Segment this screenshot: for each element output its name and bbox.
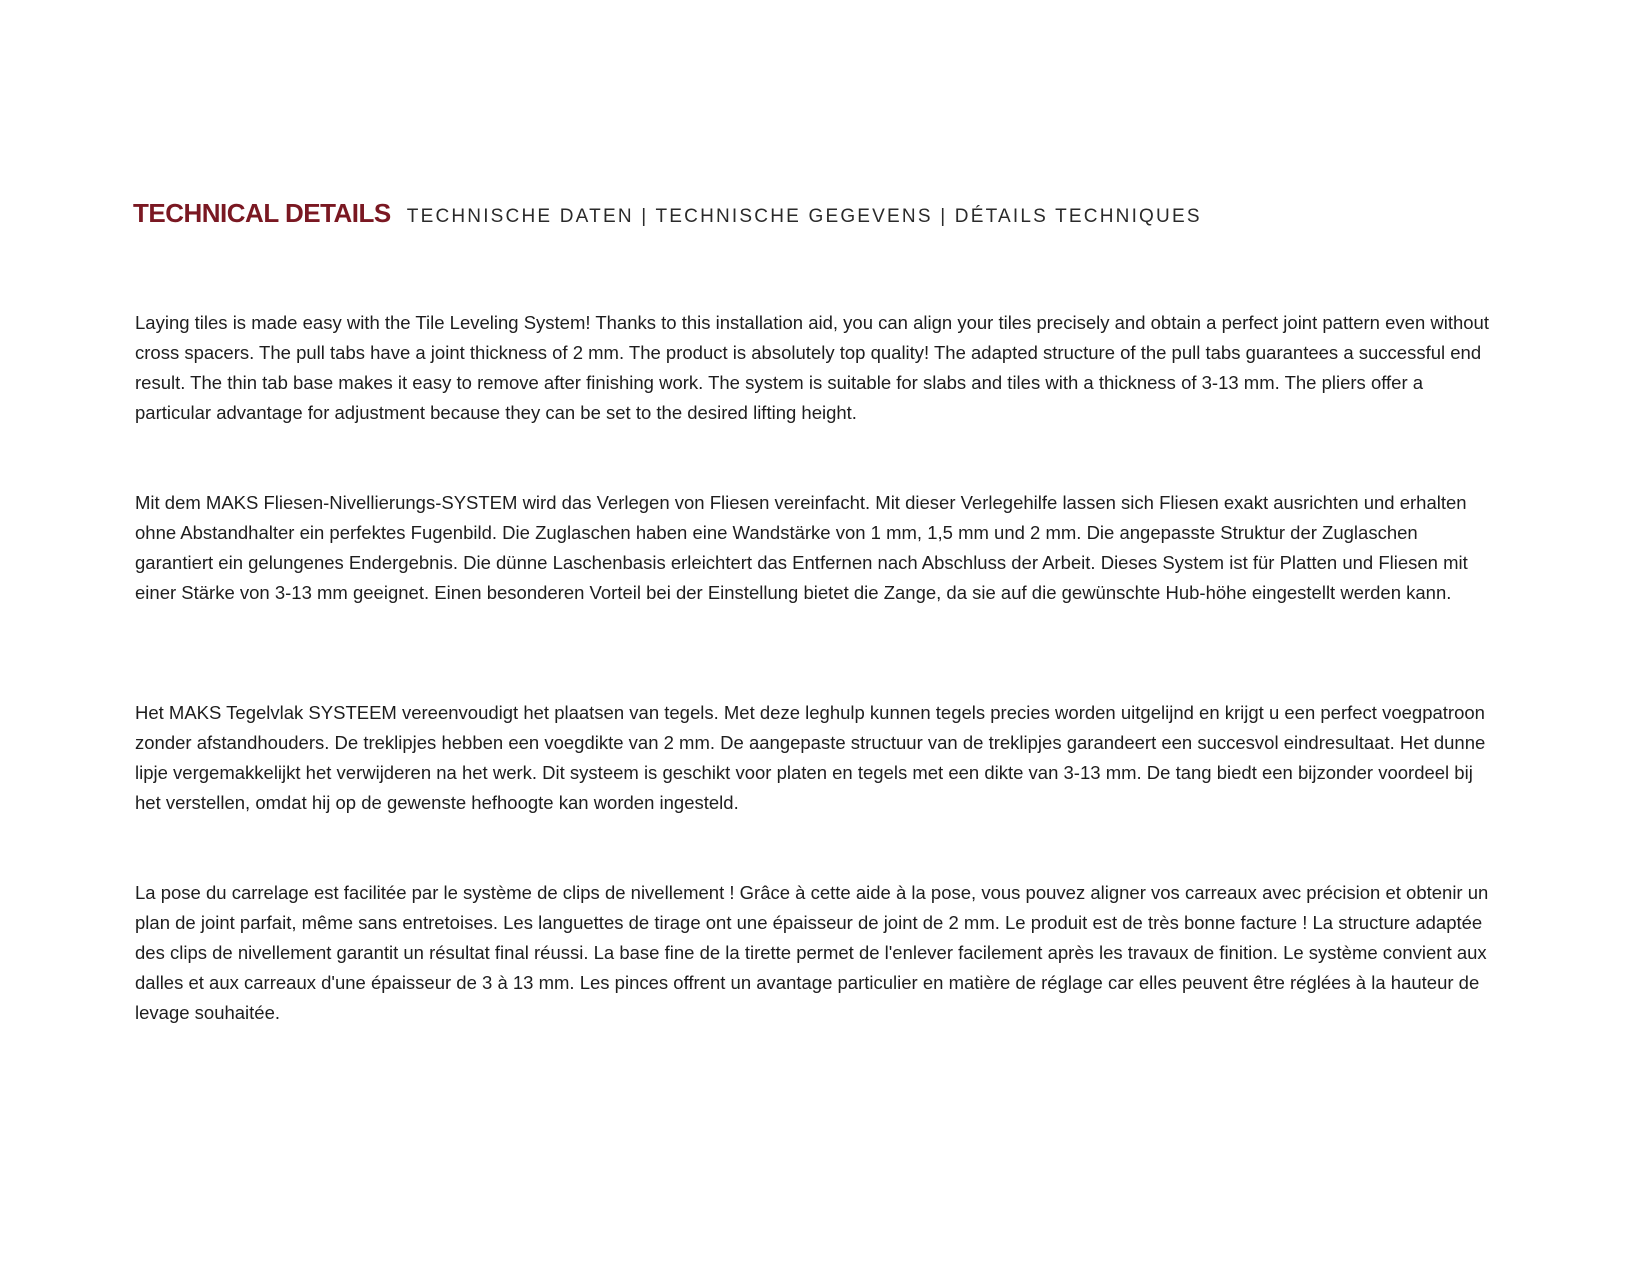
paragraph-english: Laying tiles is made easy with the Tile Leveling System! Thanks to this installation aid, you can align your tiles precisely and obtain a perfect joint pattern even without cross spacers. The pull tabs have a joint thickness of 2 mm. The product is absolutely top quality! The adapted structure of the pull tabs guarantees a successful end result. The thin tab base makes it easy to remove after finishing work. The system is suitable for slabs and tiles with a thickness of 3-13 mm. The pliers offer a particular advantage for adjustment because they can be set to the desired lifting height.	[135, 312, 1489, 423]
section-subtitle-translations: TECHNISCHE DATEN | TECHNISCHE GEGEVENS | DÉTAILS TECHNIQUES	[406, 206, 1202, 227]
paragraph-dutch: Het MAKS Tegelvlak SYSTEEM vereenvoudigt het plaatsen van tegels. Met deze leghulp kunnen tegels precies worden uitgelijnd en krijgt u een perfect voegpatroon zonder afstandhouders. De treklipjes hebben een voegdikte van 2 mm. De aangepaste structuur van de treklipjes garandeert een succesvol eindresultaat. Het dunne lipje vergemakkelijkt het verwijderen na het werk. Dit systeem is geschikt voor platen en tegels met een dikte van 3-13 mm. De tang biedt een bijzonder voordeel bij het verstellen, omdat hij op de gewenste hefhoogte kan worden ingesteld.	[135, 702, 1486, 813]
paragraph-french: La pose du carrelage est facilitée par le système de clips de nivellement ! Grâce à cette aide à la pose, vous pouvez aligner vos carreaux avec précision et obtenir un plan de joint parfait, même sans entretoises. Les languettes de tirage ont une épaisseur de joint de 2 mm. Le produit est de très bonne facture ! La structure adaptée des clips de nivellement garantit un résultat final réussi. La base fine de la tirette permet de l'enlever facilement après les travaux de finition. Le système convient aux dalles et aux carreaux d'une épaisseur de 3 à 13 mm. Les pinces offrent un avantage particulier en matière de réglage car elles peuvent être réglées à la hauteur de levage souhaitée.	[135, 882, 1489, 1023]
section-header	[133, 198, 1533, 229]
section-title: TECHNICAL DETAILS	[133, 198, 391, 228]
paragraph-german: Mit dem MAKS Fliesen-Nivellierungs-SYSTEM wird das Verlegen von Fliesen vereinfacht. Mit dieser Verlegehilfe lassen sich Fliesen exakt ausrichten und erhalten ohne Abstandhalter ein perfektes Fugenbild. Die Zuglaschen haben eine Wandstärke von 1 mm, 1,5 mm und 2 mm. Die angepasste Struktur der Zuglaschen garantiert ein gelungenes Endergebnis. Die dünne Laschenbasis erleichtert das Entfernen nach Abschluss der Arbeit. Dieses System ist für Platten und Fliesen mit einer Stärke von 3-13 mm geeignet. Einen besonderen Vorteil bei der Einstellung bietet die Zange, da sie auf die gewünschte Hub-höhe eingestellt werden kann.	[135, 492, 1468, 603]
